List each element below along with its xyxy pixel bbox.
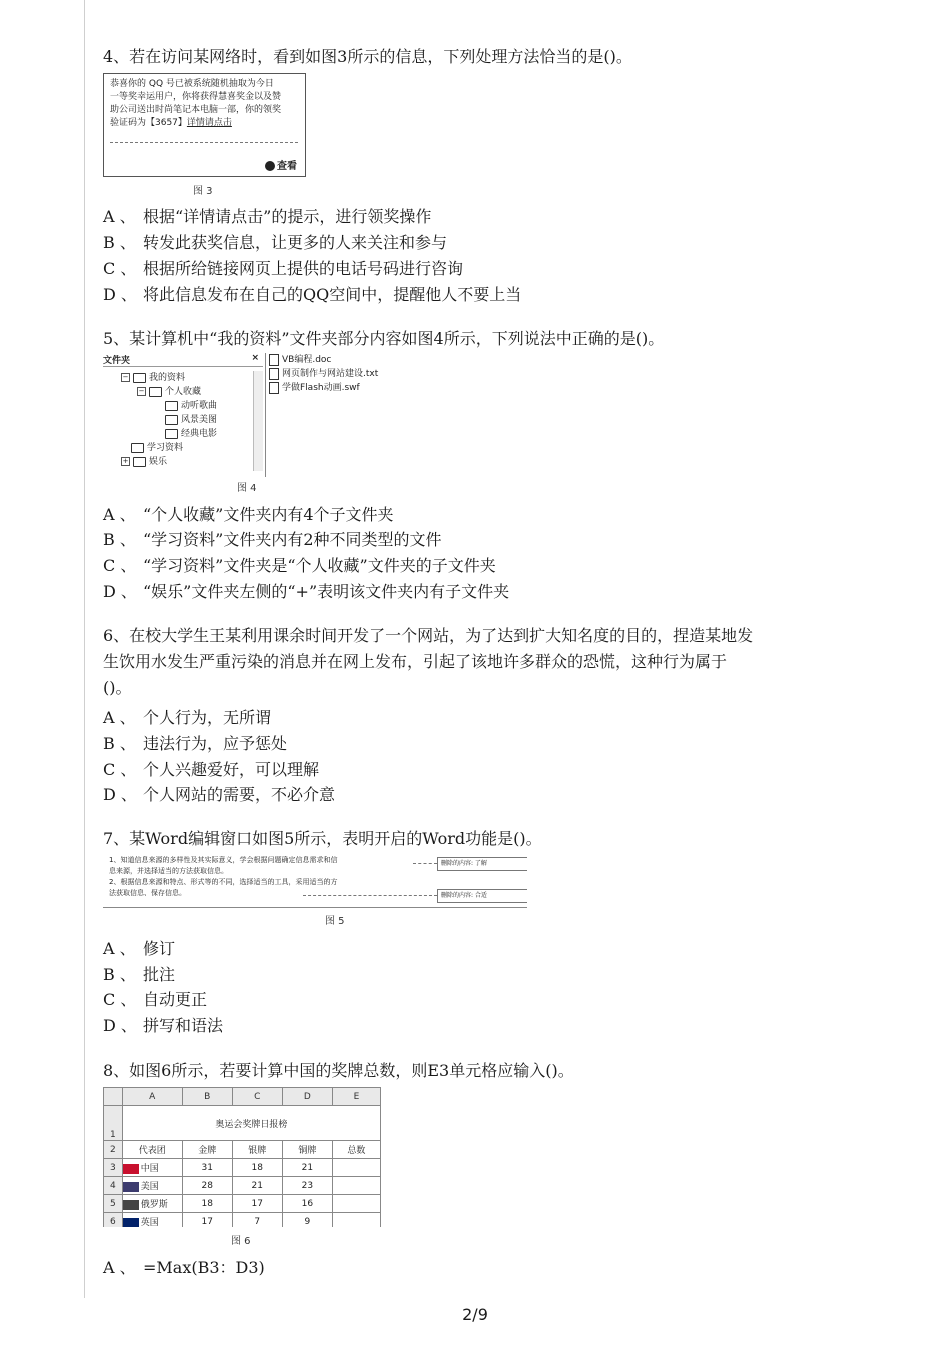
figure-5-caption: 图 5	[325, 916, 345, 927]
expand-icon: +	[122, 457, 129, 465]
figure-4-explorer	[103, 353, 393, 477]
figure-5-word-window	[103, 853, 527, 908]
flag-icon	[123, 1218, 139, 1228]
row-number: 5	[104, 1195, 123, 1213]
row-number: 3	[104, 1159, 123, 1177]
option-text: 个人兴趣爱好，可以理解	[143, 760, 320, 779]
q7-option-c	[103, 988, 207, 1012]
bronze-cell: 9	[282, 1213, 332, 1228]
tree-label: 学习资料	[147, 443, 184, 453]
bronze-cell: 16	[282, 1195, 332, 1213]
option-text: “学习资料”文件夹是“个人收藏”文件夹的子文件夹	[143, 556, 496, 575]
txt-file-icon	[269, 368, 279, 380]
figure-3-popup	[103, 73, 306, 177]
q5-stem: 5、某计算机中“我的资料”文件夹部分内容如图4所示，下列说法中正确的是()。	[103, 329, 665, 348]
q8-option-a	[103, 1256, 265, 1280]
close-icon: ×	[251, 353, 259, 363]
tree-label: 经典电影	[181, 429, 218, 439]
balloon-connector	[303, 895, 437, 896]
q4-stem: 4、若在访问某网络时，看到如图3所示的信息，下列处理方法恰当的是()。	[103, 47, 632, 66]
tree-label: 动听歌曲	[181, 401, 218, 411]
team-cell	[122, 1177, 182, 1195]
sheet-title: 奥运会奖牌日报榜	[122, 1106, 380, 1141]
q4-option-a	[103, 205, 431, 229]
option-text: 将此信息发布在自己的QQ空间中，提醒他人不要上当	[143, 285, 522, 304]
table-row	[104, 1177, 381, 1195]
option-text: “个人收藏”文件夹内有4个子文件夹	[143, 505, 394, 524]
row-number: 4	[104, 1177, 123, 1195]
option-text: 自动更正	[143, 990, 208, 1009]
document-body	[109, 855, 429, 899]
file-item	[269, 381, 360, 395]
collapse-icon: −	[138, 387, 145, 395]
gold-cell: 17	[182, 1213, 232, 1228]
option-letter: C 、	[103, 990, 137, 1009]
tree-label: 娱乐	[149, 457, 168, 467]
doc-line: 法获取信息、保存信息。	[109, 889, 186, 897]
folder-pane-title: 文件夹	[103, 356, 131, 366]
fig3-line	[110, 117, 304, 130]
row-number: 1	[104, 1106, 123, 1141]
details-link: 详情请点击	[186, 118, 232, 128]
tree-item	[121, 371, 185, 385]
tree-item	[121, 455, 167, 469]
page-left-border	[84, 0, 85, 1298]
team-cell	[122, 1195, 182, 1213]
doc-line: 1、知道信息来源的多样性及其实际意义，学会根据问题确定信息需求和信	[109, 856, 338, 864]
option-letter: B 、	[103, 965, 136, 984]
folder-icon	[131, 443, 144, 453]
gold-cell: 31	[182, 1159, 232, 1177]
balloon-connector	[413, 863, 437, 864]
figure-3-caption: 图 3	[193, 186, 213, 197]
figure-3-message	[110, 78, 304, 130]
option-letter: B 、	[103, 233, 136, 252]
option-text: 个人行为，无所谓	[143, 708, 272, 727]
q5-option-d	[103, 580, 509, 604]
q7-option-d	[103, 1014, 223, 1038]
option-text: 违法行为，应予惩处	[143, 734, 288, 753]
option-letter: C 、	[103, 760, 137, 779]
team-name: 美国	[140, 1182, 159, 1192]
table-row	[104, 1159, 381, 1177]
option-letter: D 、	[103, 785, 137, 804]
option-text: 拼写和语法	[143, 1016, 224, 1035]
folder-icon	[133, 373, 146, 383]
header-cell: 代表团	[122, 1141, 182, 1159]
view-button	[265, 157, 297, 172]
folder-pane-header	[103, 353, 263, 367]
file-label: 网页制作与网站建设.txt	[282, 369, 379, 379]
team-cell	[122, 1159, 182, 1177]
collapse-icon: −	[122, 373, 129, 381]
option-letter: D 、	[103, 285, 137, 304]
column-header: A	[122, 1088, 182, 1106]
option-letter: C 、	[103, 556, 137, 575]
figure-6-caption: 图 6	[231, 1236, 251, 1247]
option-text: “娱乐”文件夹左侧的“+”表明该文件夹内有子文件夹	[143, 582, 510, 601]
column-header: B	[182, 1088, 232, 1106]
folder-pane	[103, 353, 266, 477]
q6-option-a	[103, 706, 271, 730]
header-cell: 铜牌	[282, 1141, 332, 1159]
tree-item	[137, 385, 201, 399]
doc-file-icon	[269, 354, 279, 366]
doc-line: 2、根据信息来源和特点、形式等的不同，选择适当的工具，采用适当的方	[109, 878, 338, 886]
scrollbar	[253, 371, 263, 471]
team-name: 英国	[140, 1218, 159, 1227]
file-item	[269, 353, 331, 367]
total-cell	[332, 1177, 380, 1195]
team-name: 俄罗斯	[140, 1200, 168, 1210]
q6-option-c	[103, 758, 319, 782]
option-letter: A 、	[103, 207, 136, 226]
page-number: 2/9	[462, 1305, 488, 1324]
option-text: 修订	[143, 939, 176, 958]
folder-icon	[149, 387, 162, 397]
medal-table	[103, 1087, 381, 1227]
silver-cell: 17	[232, 1195, 282, 1213]
option-text: 批注	[143, 965, 176, 984]
figure-4-caption: 图 4	[237, 483, 257, 494]
header-row	[104, 1141, 381, 1159]
bronze-cell: 21	[282, 1159, 332, 1177]
q8-stem: 8、如图6所示，若要计算中国的奖牌总数，则E3单元格应输入()。	[103, 1061, 574, 1080]
row-number: 2	[104, 1141, 123, 1159]
column-header: C	[232, 1088, 282, 1106]
total-cell	[332, 1213, 380, 1228]
folder-icon	[165, 429, 178, 439]
team-name: 中国	[140, 1164, 159, 1174]
bronze-cell: 23	[282, 1177, 332, 1195]
option-letter: A 、	[103, 505, 136, 524]
tree-item	[165, 399, 217, 413]
team-cell	[122, 1213, 182, 1228]
header-cell: 金牌	[182, 1141, 232, 1159]
gold-cell: 28	[182, 1177, 232, 1195]
tree-item	[131, 441, 183, 455]
total-cell	[332, 1195, 380, 1213]
option-letter: B 、	[103, 530, 136, 549]
folder-icon	[165, 415, 178, 425]
option-text: 个人网站的需要，不必介意	[143, 785, 336, 804]
q4-option-c	[103, 257, 463, 281]
option-letter: C 、	[103, 259, 137, 278]
q6-stem-line2: 生饮用水发生严重污染的消息并在网上发布，引起了该地许多群众的恐慌，这种行为属于	[103, 652, 728, 671]
doc-line: 息来源，并选择适当的方法获取信息。	[109, 867, 228, 875]
option-letter: D 、	[103, 582, 137, 601]
q6-stem-line3: ()。	[103, 678, 132, 697]
option-text: “学习资料”文件夹内有2种不同类型的文件	[143, 530, 442, 549]
fig3-line: 恭喜你的 QQ 号已被系统随机抽取为今日	[110, 79, 274, 89]
fig3-line: 一等奖幸运用户，你将获得慧喜奖金以及赞	[110, 92, 282, 102]
verification-code: 验证码为【3657】	[110, 118, 187, 128]
option-letter: A 、	[103, 708, 136, 727]
view-button-label: 查看	[277, 161, 297, 172]
view-icon	[265, 161, 275, 171]
q7-option-b	[103, 963, 175, 987]
revision-balloon: 删除的内容: 合适	[437, 889, 527, 903]
option-letter: D 、	[103, 1016, 137, 1035]
option-text: 转发此获奖信息，让更多的人来关注和参与	[143, 233, 448, 252]
file-label: VB编程.doc	[282, 355, 332, 365]
fig3-line: 助公司送出时尚笔记本电脑一部，你的领奖	[110, 105, 282, 115]
q4-option-d	[103, 283, 521, 307]
column-header-row	[104, 1088, 381, 1106]
file-item	[269, 367, 378, 381]
q5-option-c	[103, 554, 496, 578]
table-row	[104, 1195, 381, 1213]
tree-label: 我的资料	[149, 373, 186, 383]
q5-option-b	[103, 528, 442, 552]
flag-icon	[123, 1182, 139, 1192]
revision-balloon: 删除的内容: 了解	[437, 857, 527, 871]
option-text: =Max(B3：D3)	[143, 1258, 265, 1277]
q7-option-a	[103, 937, 175, 961]
tree-item	[165, 413, 217, 427]
swf-file-icon	[269, 382, 279, 394]
gold-cell: 18	[182, 1195, 232, 1213]
column-header: E	[332, 1088, 380, 1106]
q6-stem-line1: 6、在校大学生王某利用课余时间开发了一个网站，为了达到扩大知名度的目的，捏造某地发	[103, 626, 754, 645]
q5-option-a	[103, 503, 394, 527]
option-text: 根据所给链接网页上提供的电话号码进行咨询	[143, 259, 464, 278]
silver-cell: 18	[232, 1159, 282, 1177]
q4-option-b	[103, 231, 447, 255]
option-text: 根据“详情请点击”的提示，进行领奖操作	[143, 207, 432, 226]
q6-option-d	[103, 783, 335, 807]
q7-stem: 7、某Word编辑窗口如图5所示，表明开启的Word功能是()。	[103, 829, 542, 848]
title-row	[104, 1106, 381, 1141]
table-row	[104, 1213, 381, 1228]
q6-option-b	[103, 732, 287, 756]
row-number: 6	[104, 1213, 123, 1228]
figure-6-spreadsheet	[103, 1087, 381, 1227]
silver-cell: 21	[232, 1177, 282, 1195]
option-letter: A 、	[103, 939, 136, 958]
option-letter: B 、	[103, 734, 136, 753]
tree-item	[165, 427, 217, 441]
divider	[110, 142, 298, 143]
header-cell: 银牌	[232, 1141, 282, 1159]
flag-icon	[123, 1200, 139, 1210]
folder-icon	[133, 457, 146, 467]
tree-label: 风景美图	[181, 415, 218, 425]
tree-label: 个人收藏	[165, 387, 202, 397]
column-header: D	[282, 1088, 332, 1106]
total-cell	[332, 1159, 380, 1177]
silver-cell: 7	[232, 1213, 282, 1228]
folder-icon	[165, 401, 178, 411]
header-cell: 总数	[332, 1141, 380, 1159]
option-letter: A 、	[103, 1258, 136, 1277]
corner-cell	[104, 1088, 123, 1106]
file-label: 学做Flash动画.swf	[282, 383, 360, 393]
flag-icon	[123, 1164, 139, 1174]
